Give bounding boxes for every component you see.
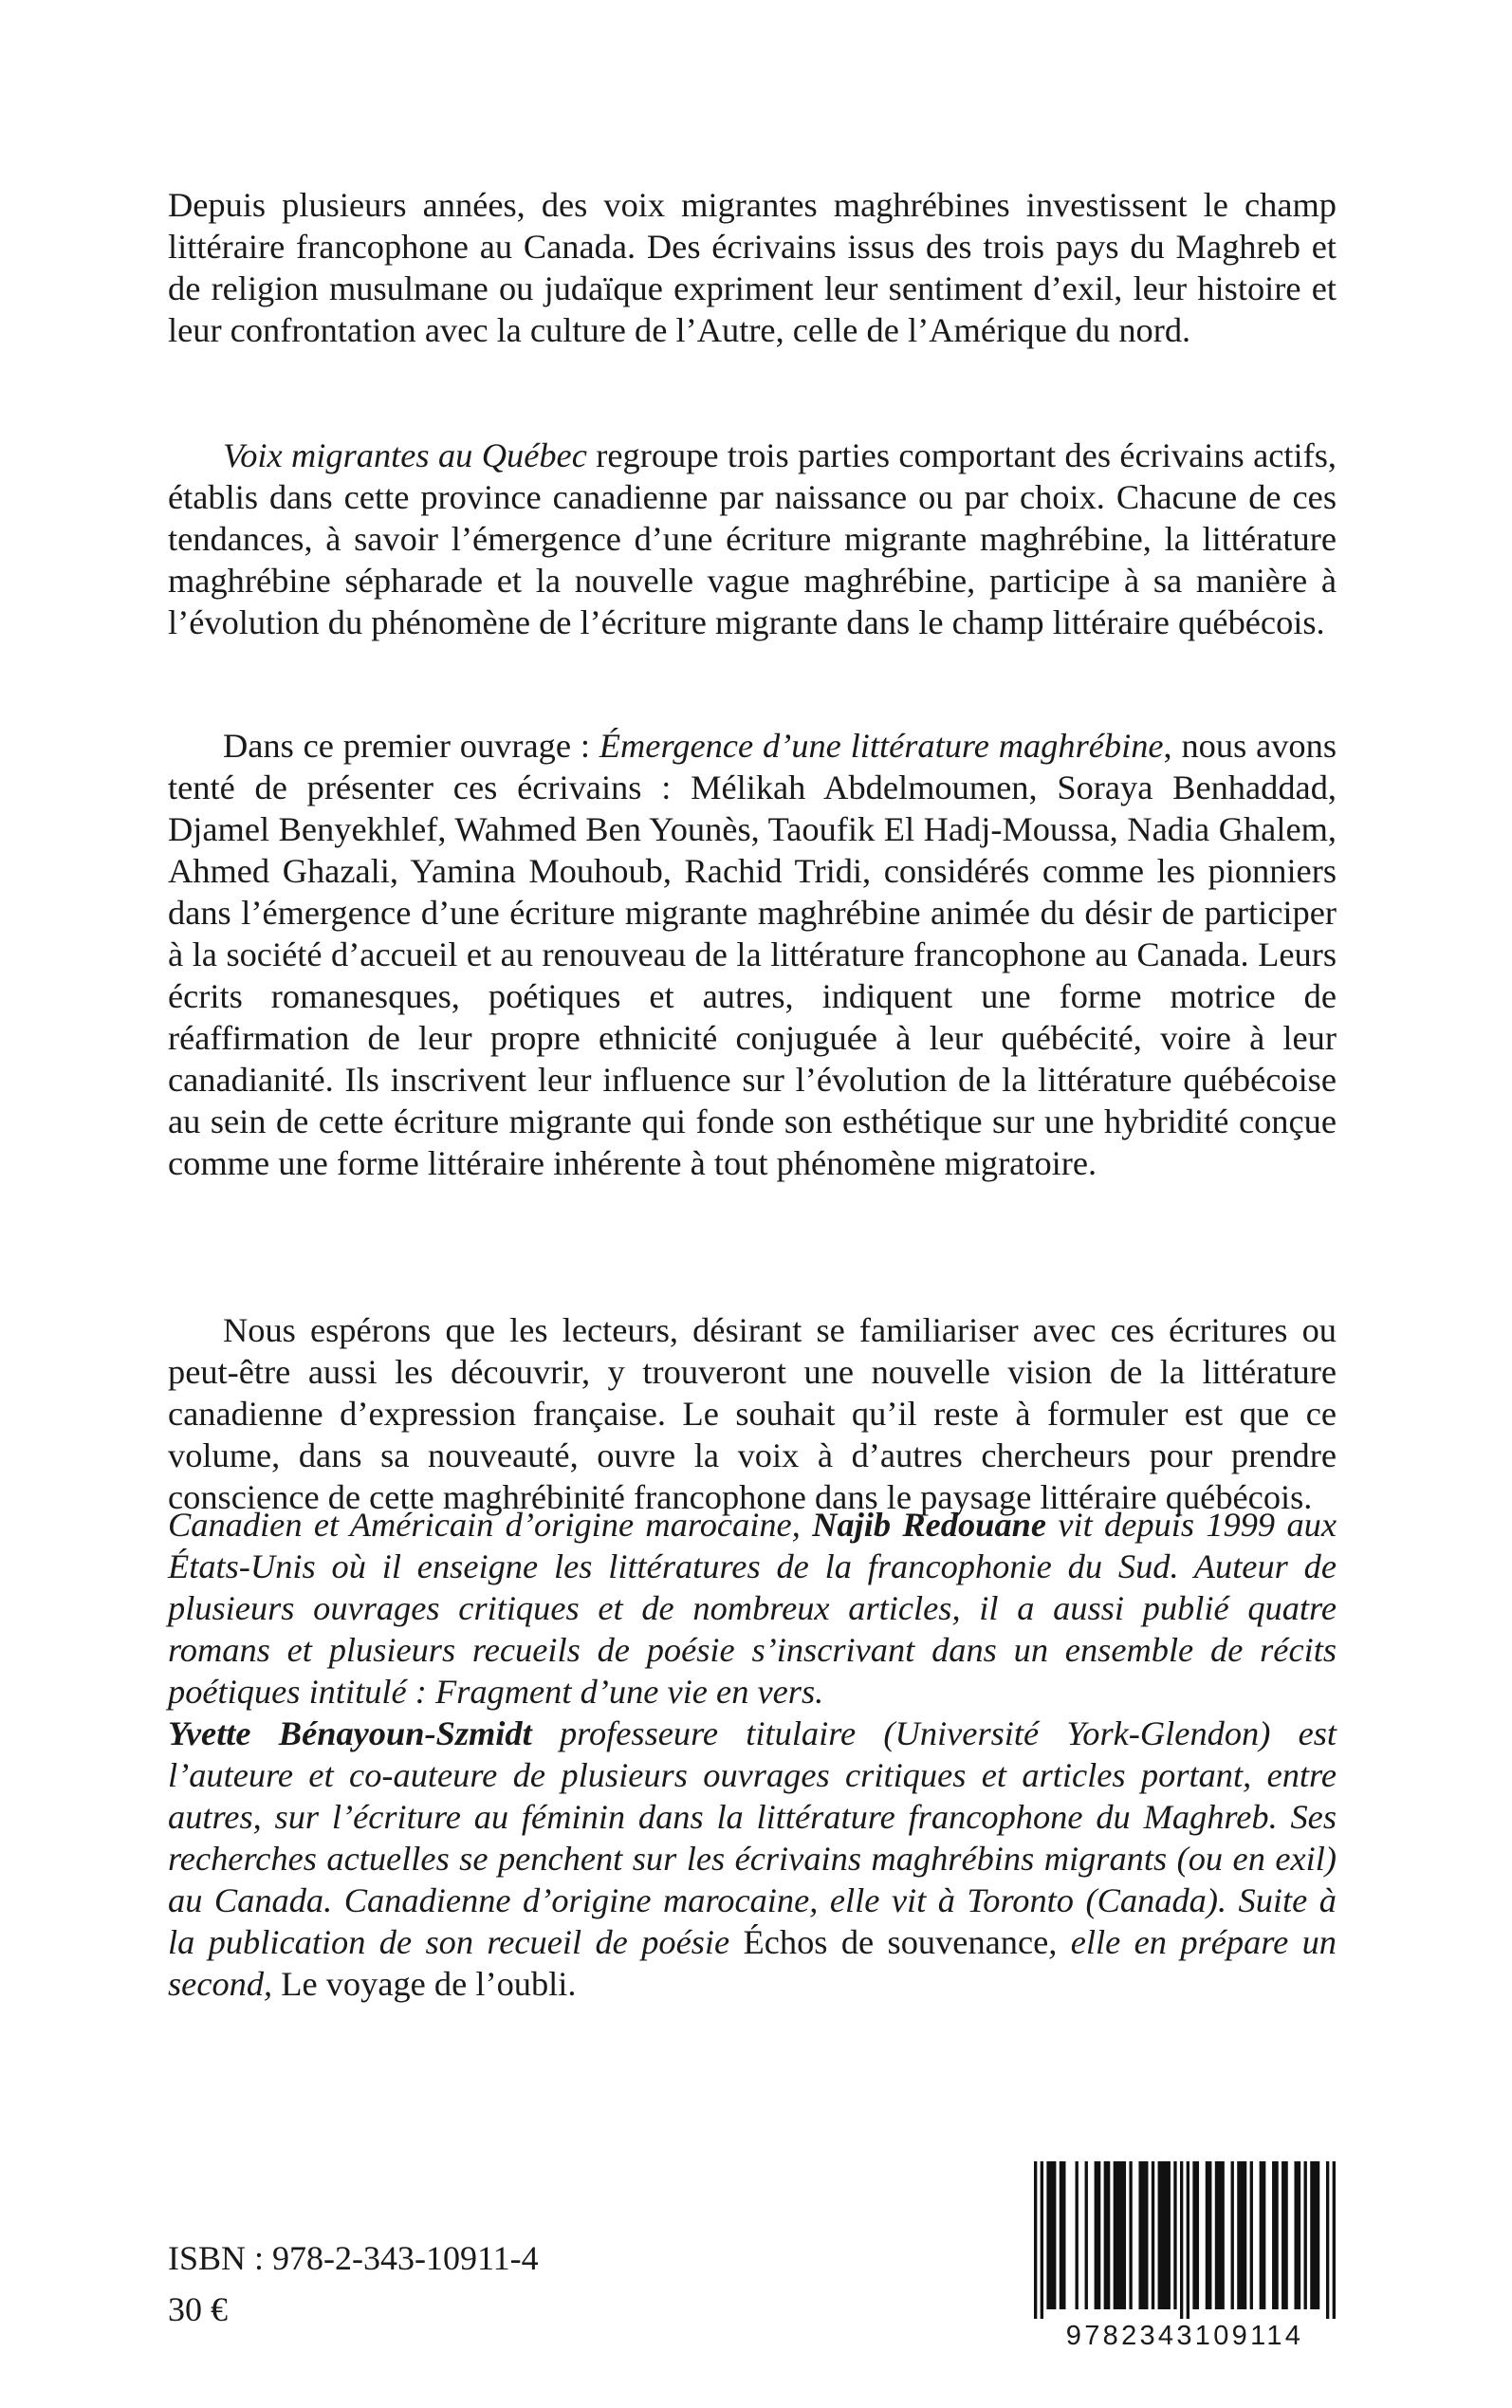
barcode-bar [1272,2161,1279,2309]
bio1-rest: vit depuis 1999 aux États-Unis où il enseigne les littératures de la francophonie du Sud. Auteur de plusieurs ouvrages critiques et de nombreux articles, il a aussi publié quatre romans et plusieurs recueils de poésie s’inscrivant dans un ensemble de récits poétiques intitulé : Fragment d’une vie en vers. [168,1506,1337,1711]
barcode-bar [1192,2161,1199,2309]
bio2-rest: professeure titulaire (Université York-Glendon) est l’auteure et co-auteure de plusieurs ouvrages critiques et articles portant, entre autres, sur l’écriture au féminin dans la littérature francophone du Maghreb. Ses recherches actuelles se penchent sur les écrivains maghrébins migrants (ou en exil) au Canada. Canadienne d’origine marocaine, elle vit à Toronto (Canada). Suite à la publication de son recueil de poésie [168,1714,1337,1961]
barcode-bar [1041,2161,1043,2319]
barcode-bar [1304,2161,1307,2309]
barcode-bars [1034,2161,1336,2319]
barcode-bar [1129,2161,1132,2309]
bio2-end: . [567,1965,577,2003]
price: 30 € [168,2290,228,2328]
barcode-digits: 9782343109114 [1065,2321,1304,2351]
bio2-mid: , elle en prépare un second, [168,1923,1337,2003]
barcode [1034,2161,1336,2351]
author-name-redouane: Najib Redouane [812,1506,1046,1544]
barcode-bar [1231,2161,1234,2309]
book-title-voix-migrantes: Voix migrantes au Québec [223,436,587,474]
summary-text-3-rest: , nous avons tenté de présenter ces écrivains : Mélikah Abdelmoumen, Soraya Benhaddad, Djamel Benyekhlef, Wahmed Ben Younès, Taoufik El Hadj-Moussa, Nadia Ghalem, Ahmed Ghazali, Yamina Mouhoub, Rachid Tridi, considérés comme les pionniers dans l’émergence d’une écriture migrante maghrébine animée du désir de participer à la société d’accueil et au renouveau de la littérature francophone au Canada. Leurs écrits romanesques, poétiques et autres, indiquent une forme motrice de réaffirmation de leur propre ethnicité conjuguée à leur québécité, voire à leur canadianité. Ils inscrivent leur influence sur l’évolution de la littérature québécoise au sein de cette écriture migrante qui fonde son esthétique sur une hybridité conçue comme une forme littéraire inhérente à tout phénomène migratoire. [168,727,1337,1182]
barcode-bar [1180,2161,1183,2319]
summary-paragraph-1 [168,184,1337,351]
summary-paragraph-4 [168,1309,1337,1518]
author-bio-benayoun [168,1713,1337,2005]
author-name-benayoun: Yvette Bénayoun-Szmidt [168,1714,532,1752]
barcode-bar [1215,2161,1225,2309]
barcode-bar [1152,2161,1154,2309]
isbn-number: ISBN : 978-2-343-10911-4 [168,2239,539,2277]
barcode-bar [1333,2161,1336,2319]
barcode-bar [1114,2161,1126,2309]
barcode-bar [1046,2161,1056,2309]
book-title-voyage: Le voyage de l’oubli [281,1965,568,2003]
summary-paragraph-2 [168,435,1337,643]
barcode-bar [1282,2161,1288,2309]
barcode-bar [1076,2161,1079,2309]
barcode-bar [1034,2161,1037,2319]
barcode-bar [1173,2161,1176,2309]
barcode-bar [1250,2161,1253,2309]
barcode-bar [1158,2161,1171,2309]
barcode-bar [1138,2161,1148,2309]
barcode-bar [1104,2161,1111,2309]
barcode-bar [1326,2161,1329,2319]
barcode-bar [1060,2161,1066,2309]
author-bio-redouane [168,1504,1337,1713]
bio1-start: Canadien et Américain d’origine marocaine, [168,1506,813,1544]
barcode-bar [1310,2161,1319,2309]
book-title-emergence: Émergence d’une littérature maghrébine [599,727,1164,765]
barcode-bar [1237,2161,1246,2309]
barcode-bar [1095,2161,1101,2309]
summary-text-4: Nous espérons que les lecteurs, désirant se familiariser avec ces écritures ou peut-être aussi les découvrir, y trouveront une nouvelle vision de la littérature canadienne d’expression française. Le souhait qu’il reste à formuler est que ce volume, dans sa nouveauté, ouvre la voix à d’autres chercheurs pour prendre conscience de cette maghrébinité francophone dans le paysage littéraire québécois. [168,1311,1337,1516]
book-title-echos: Échos de souvenance [743,1923,1049,1961]
barcode-bar [1085,2161,1088,2309]
summary-paragraph-3 [168,725,1337,1184]
summary-text-3-start: Dans ce premier ouvrage : [223,727,599,765]
summary-text-1: Depuis plusieurs années, des voix migrantes maghrébines investissent le champ littéraire francophone au Canada. Des écrivains issus des trois pays du Maghreb et de religion musulmane ou judaïque expriment leur sentiment d’exil, leur histoire et leur confrontation avec la culture de l’Autre, celle de l’Amérique du nord. [168,186,1337,349]
barcode-bar [1206,2161,1212,2309]
summary-text-2: regroupe trois parties comportant des écrivains actifs, établis dans cette province canadienne par naissance ou par choix. Chacune de ces tendances, à savoir l’émergence d’une écriture migrante maghrébine, la littérature maghrébine sépharade et la nouvelle vague maghrébine, participe à sa manière à l’évolution du phénomène de l’écriture migrante dans le champ littéraire québécois. [168,436,1337,641]
barcode-bar [1260,2161,1266,2309]
barcode-bar [1294,2161,1300,2309]
barcode-bar [1187,2161,1189,2319]
